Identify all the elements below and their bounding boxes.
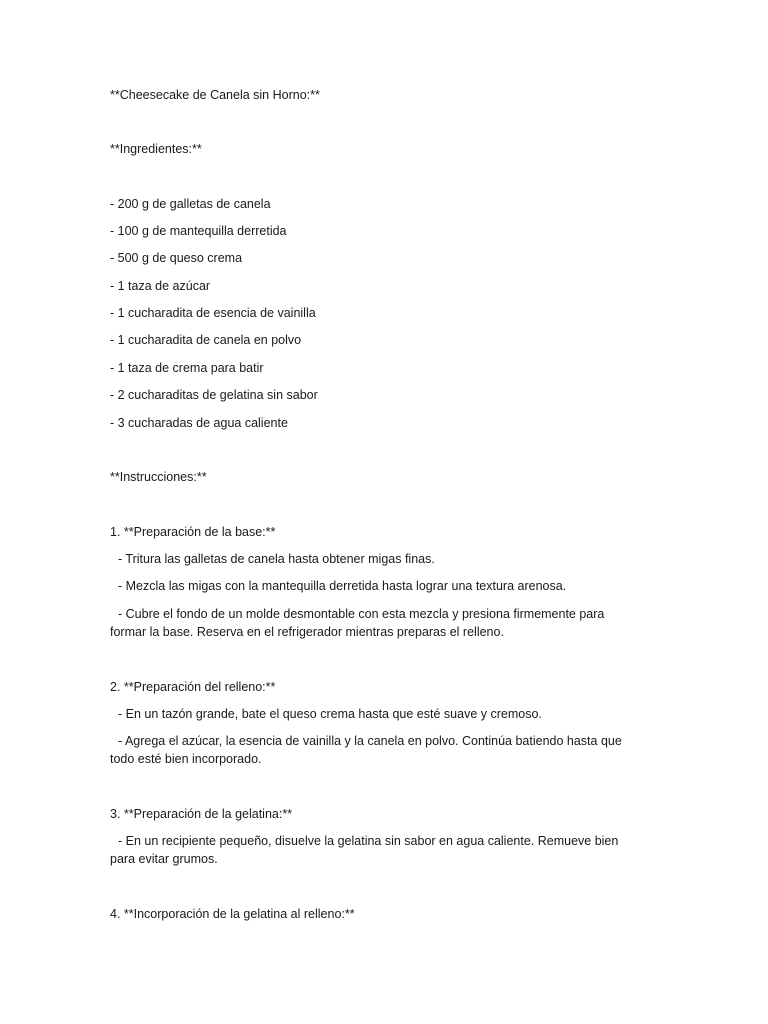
step-item-continuation: todo esté bien incorporado. bbox=[110, 752, 262, 766]
step-item: - Cubre el fondo de un molde desmontable con esta mezcla y presiona firmemente para bbox=[118, 607, 605, 621]
ingredient-item: - 2 cucharaditas de gelatina sin sabor bbox=[110, 388, 318, 402]
ingredient-item: - 1 cucharadita de esencia de vainilla bbox=[110, 306, 316, 320]
ingredient-item: - 3 cucharadas de agua caliente bbox=[110, 416, 288, 430]
recipe-title: **Cheesecake de Canela sin Horno:** bbox=[110, 88, 320, 102]
step-item-continuation: formar la base. Reserva en el refrigerador mientras preparas el relleno. bbox=[110, 625, 504, 639]
ingredient-item: - 1 cucharadita de canela en polvo bbox=[110, 333, 302, 347]
ingredient-item: - 500 g de queso crema bbox=[110, 251, 243, 265]
ingredient-item: - 1 taza de azúcar bbox=[110, 279, 211, 293]
ingredient-item: - 1 taza de crema para batir bbox=[110, 361, 264, 375]
step-item: - Tritura las galletas de canela hasta obtener migas finas. bbox=[118, 552, 435, 566]
ingredient-item: - 100 g de mantequilla derretida bbox=[110, 224, 287, 238]
step-heading: 2. **Preparación del relleno:** bbox=[110, 680, 276, 694]
step-item: - Mezcla las migas con la mantequilla derretida hasta lograr una textura arenosa. bbox=[118, 579, 567, 593]
step-item: - Agrega el azúcar, la esencia de vainilla y la canela en polvo. Continúa batiendo hasta que bbox=[118, 734, 622, 748]
instructions-heading: **Instrucciones:** bbox=[110, 470, 207, 484]
step-heading: 1. **Preparación de la base:** bbox=[110, 525, 276, 539]
ingredients-heading: **Ingredientes:** bbox=[110, 142, 202, 156]
step-item: - En un tazón grande, bate el queso crema hasta que esté suave y cremoso. bbox=[118, 707, 542, 721]
step-heading: 4. **Incorporación de la gelatina al relleno:** bbox=[110, 907, 355, 921]
step-heading: 3. **Preparación de la gelatina:** bbox=[110, 807, 293, 821]
step-item-continuation: para evitar grumos. bbox=[110, 852, 218, 866]
step-item: - En un recipiente pequeño, disuelve la gelatina sin sabor en agua caliente. Remueve bien bbox=[118, 834, 619, 848]
ingredient-item: - 200 g de galletas de canela bbox=[110, 197, 271, 211]
